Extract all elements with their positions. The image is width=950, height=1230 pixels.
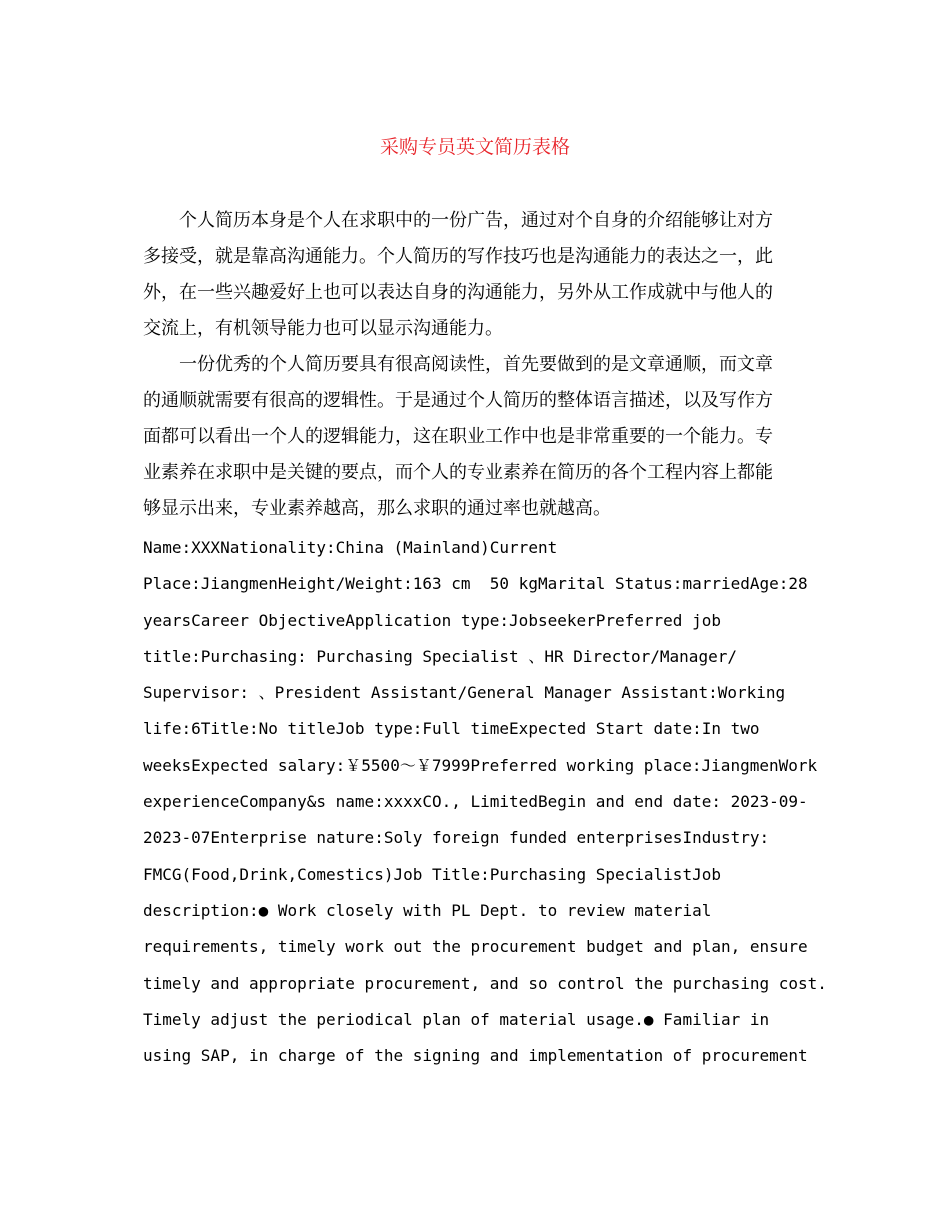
resume-line: FMCG(Food,Drink,Comestics)Job Title:Purchasing SpecialistJob — [143, 864, 721, 884]
resume-line: timely and appropriate procurement, and so control the purchasing cost. — [143, 973, 827, 993]
paragraph-line: 交流上，有机领导能力也可以显示沟通能力。 — [143, 318, 503, 339]
document-title: 采购专员英文简历表格 — [379, 136, 570, 158]
resume-line: description:● Work closely with PL Dept. to review material — [143, 900, 712, 920]
resume-details — [143, 530, 827, 1074]
paragraph-line: 业素养在求职中是关键的要点，而个人的专业素养在简历的各个工程内容上都能 — [143, 462, 773, 483]
resume-line: requirements, timely work out the procurement budget and plan, ensure — [143, 937, 808, 957]
resume-line: 2023-07Enterprise nature:Soly foreign funded enterprisesIndustry: — [143, 828, 770, 848]
resume-line: Place:JiangmenHeight/Weight:163 cm 50 kgMarital Status:marriedAge:28 — [143, 574, 808, 594]
resume-line: life:6Title:No titleJob type:Full timeExpected Start date:In two — [143, 719, 760, 739]
resume-line: weeksExpected salary:￥5500～￥7999Preferred working place:JiangmenWork — [143, 755, 818, 775]
paragraph-line: 一份优秀的个人简历要具有很高阅读性，首先要做到的是文章通顺，而文章 — [179, 354, 773, 375]
paragraph-line: 的通顺就需要有很高的逻辑性。于是通过个人简历的整体语言描述，以及写作方 — [143, 390, 773, 411]
paragraph-line: 面都可以看出一个人的逻辑能力，这在职业工作中也是非常重要的一个能力。专 — [143, 426, 773, 447]
resume-line: experienceCompany&s name:xxxxCO., LimitedBegin and end date: 2023-09- — [143, 792, 808, 812]
paragraph-line: 多接受，就是靠高沟通能力。个人简历的写作技巧也是沟通能力的表达之一，此 — [143, 246, 773, 267]
resume-line: yearsCareer ObjectiveApplication type:JobseekerPreferred job — [143, 610, 721, 630]
intro-paragraph-1 — [143, 203, 805, 347]
resume-line: using SAP, in charge of the signing and implementation of procurement — [143, 1046, 808, 1066]
paragraph-line: 够显示出来，专业素养越高，那么求职的通过率也就越高。 — [143, 498, 611, 519]
paragraph-line: 个人简历本身是个人在求职中的一份广告，通过对个自身的介绍能够让对方 — [179, 210, 773, 231]
resume-line: Supervisor: 、President Assistant/General Manager Assistant:Working — [143, 683, 786, 703]
resume-line: Name:XXXNationality:China (Mainland)Current — [143, 538, 558, 557]
resume-line: title:Purchasing: Purchasing Specialist 、HR Director/Manager/ — [143, 646, 737, 666]
paragraph-line: 外，在一些兴趣爱好上也可以表达自身的沟通能力，另外从工作成就中与他人的 — [143, 282, 773, 303]
intro-paragraph-2 — [143, 347, 805, 527]
resume-line: Timely adjust the periodical plan of material usage.● Familiar in — [143, 1009, 770, 1029]
